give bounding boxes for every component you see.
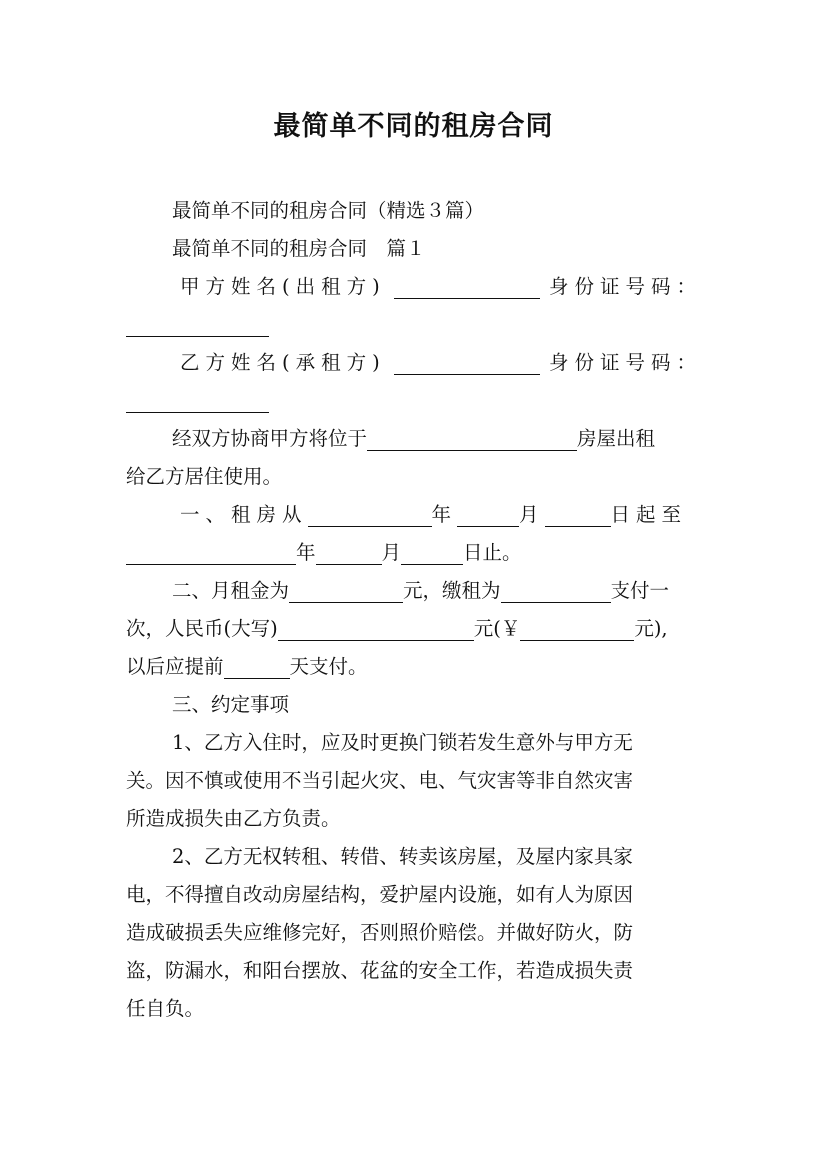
location-line bbox=[126, 420, 702, 458]
agreement-text: 造成破损丢失应维修完好，否则照价赔偿。并做好防火，防 bbox=[126, 921, 634, 944]
term-end-day-blank[interactable] bbox=[401, 542, 463, 565]
term-day-from: 日起至 bbox=[610, 503, 688, 526]
rent-yuan: 元，缴租为 bbox=[403, 579, 501, 602]
rent-line bbox=[126, 572, 702, 610]
location-blank[interactable] bbox=[367, 428, 577, 451]
rent-pay-once: 支付一 bbox=[610, 579, 670, 602]
agreement-text: 所造成损失由乙方负责。 bbox=[126, 807, 341, 830]
agreements-heading bbox=[126, 686, 702, 724]
rent-line3-prefix: 以后应提前 bbox=[126, 655, 224, 678]
rent-line3-end: 天支付。 bbox=[289, 655, 368, 678]
subtitle bbox=[126, 192, 702, 230]
page-title: 最简单不同的租房合同 bbox=[273, 111, 554, 142]
agreement-text: 任自负。 bbox=[126, 997, 205, 1020]
agreement-item2-line bbox=[126, 952, 702, 990]
rent-line-3 bbox=[126, 648, 702, 686]
party-a-line bbox=[126, 268, 702, 306]
rent-number-blank[interactable] bbox=[520, 618, 634, 641]
party-a-name-blank[interactable] bbox=[394, 276, 540, 299]
agreement-item2-line bbox=[126, 990, 702, 1028]
party-b-id-blank[interactable] bbox=[126, 390, 269, 413]
agreement-item2-line bbox=[126, 838, 702, 876]
agreements-heading-text: 三、约定事项 bbox=[172, 693, 290, 716]
section-heading bbox=[126, 230, 702, 268]
term-prefix: 一、租房从 bbox=[180, 503, 308, 526]
party-b-line bbox=[126, 344, 702, 382]
agreement-item2-line bbox=[126, 876, 702, 914]
rent-line2-prefix: 次，人民币(大写) bbox=[126, 617, 278, 640]
location-suffix: 房屋出租 bbox=[577, 427, 656, 450]
term-end-month-blank[interactable] bbox=[316, 542, 382, 565]
location-line2: 给乙方居住使用。 bbox=[126, 465, 283, 488]
term-year: 年 bbox=[431, 503, 458, 526]
rent-line-2 bbox=[126, 610, 702, 648]
agreement-text: 1、乙方入住时，应及时更换门锁若发生意外与甲方无 bbox=[172, 731, 633, 754]
document-body bbox=[126, 192, 702, 1028]
agreement-text: 2、乙方无权转租、转借、转卖该房屋，及屋内家具家 bbox=[172, 845, 633, 868]
term-day-blank[interactable] bbox=[545, 504, 611, 527]
rent-days-blank[interactable] bbox=[224, 656, 290, 679]
term-day-to: 日止。 bbox=[463, 541, 522, 564]
agreement-item2-line bbox=[126, 914, 702, 952]
party-a-id-blank[interactable] bbox=[126, 314, 269, 337]
agreement-text: 电，不得擅自改动房屋结构，爱护屋内设施，如有人为原因 bbox=[126, 883, 634, 906]
party-a-label: 甲方姓名(出租方) bbox=[180, 275, 386, 298]
term-line bbox=[126, 496, 702, 534]
location-prefix: 经双方协商甲方将位于 bbox=[172, 427, 368, 450]
term-end-year-blank[interactable] bbox=[126, 542, 296, 565]
term-year-blank[interactable] bbox=[308, 504, 432, 527]
section-heading-text: 最简单不同的租房合同 篇１ bbox=[172, 237, 426, 260]
agreement-item1-line bbox=[126, 724, 702, 762]
rent-prefix: 二、月租金为 bbox=[172, 579, 290, 602]
agreement-item1-line bbox=[126, 762, 702, 800]
term-year2: 年 bbox=[296, 541, 316, 564]
agreement-item1-line bbox=[126, 800, 702, 838]
rent-line2-end: 元), bbox=[634, 617, 668, 640]
term-month2: 月 bbox=[381, 541, 402, 564]
term-month-blank[interactable] bbox=[457, 504, 519, 527]
party-b-name-blank[interactable] bbox=[394, 352, 540, 375]
rent-line2-yuan: 元(￥ bbox=[473, 617, 521, 640]
term-line-2 bbox=[126, 534, 702, 572]
location-line-2 bbox=[126, 458, 702, 496]
agreement-text: 关。因不慎或使用不当引起火灾、电、气灾害等非自然灾害 bbox=[126, 769, 634, 792]
rent-period-blank[interactable] bbox=[501, 580, 611, 603]
party-a-id-label: 身份证号码： bbox=[548, 275, 702, 298]
party-b-label: 乙方姓名(承租方) bbox=[180, 351, 386, 374]
rent-capital-blank[interactable] bbox=[278, 618, 474, 641]
party-b-id-label: 身份证号码： bbox=[548, 351, 702, 374]
term-month: 月 bbox=[519, 503, 545, 526]
rent-amount-blank[interactable] bbox=[289, 580, 403, 603]
agreement-text: 盗，防漏水，和阳台摆放、花盆的安全工作，若造成损失责 bbox=[126, 959, 634, 982]
subtitle-text: 最简单不同的租房合同（精选３篇） bbox=[172, 199, 485, 222]
party-a-id-line bbox=[126, 306, 702, 344]
party-b-id-line bbox=[126, 382, 702, 420]
